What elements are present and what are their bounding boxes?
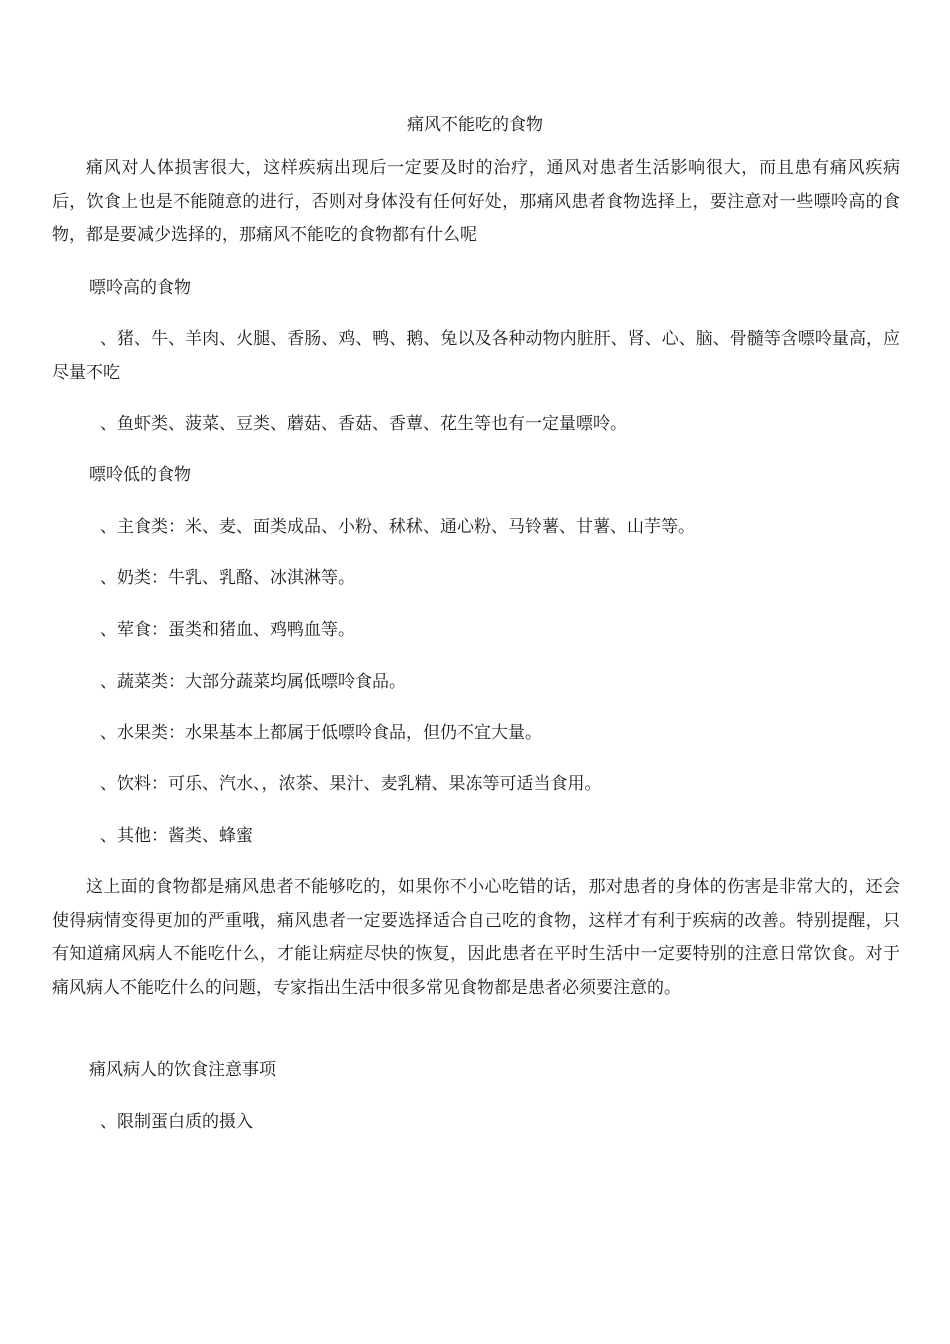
low-purine-item: 、饮料：可乐、汽水、，浓茶、果汁、麦乳精、果冻等可适当食用。: [100, 774, 602, 794]
high-purine-heading: 嘌呤高的食物: [89, 278, 191, 298]
conclusion-paragraph: 这上面的食物都是痛风患者不能够吃的，如果你不小心吃错的话，那对患者的身体的伤害是非常大的，还会使得病情变得更加的严重哦，痛风患者一定要选择适合自己吃的食物，这样才有利于疾病的改善。特别提醒，只有知道痛风病人不能吃什么，才能让病症尽快的恢复，因此患者在平时生活中一定要特别的注意日常饮食。对于痛风病人不能吃什么的问题，专家指出生活中很多常见食物都是患者必须要注意的。: [52, 877, 900, 998]
low-purine-heading: 嘌呤低的食物: [89, 465, 191, 485]
low-purine-item: 、其他：酱类、蜂蜜: [100, 826, 253, 846]
low-purine-item: 、荤食：蛋类和猪血、鸡鸭血等。: [100, 620, 355, 640]
high-purine-item: 、鱼虾类、菠菜、豆类、蘑菇、香菇、香蕈、花生等也有一定量嘌呤。: [100, 414, 627, 434]
document-title: 痛风不能吃的食物: [407, 115, 543, 135]
low-purine-item: 、蔬菜类：大部分蔬菜均属低嘌呤食品。: [100, 672, 406, 692]
high-purine-item: 、猪、牛、羊肉、火腿、香肠、鸡、鸭、鹅、兔以及各种动物内脏肝、肾、心、脑、骨髓等含嘌呤量高，应尽量不吃: [52, 329, 900, 383]
diet-notes-heading: 痛风病人的饮食注意事项: [89, 1060, 276, 1080]
low-purine-item: 、奶类：牛乳、乳酪、冰淇淋等。: [100, 568, 355, 588]
diet-notes-item: 、限制蛋白质的摄入: [100, 1112, 253, 1132]
low-purine-item: 、主食类：米、麦、面类成品、小粉、秫秫、通心粉、马铃薯、甘薯、山芋等。: [100, 517, 695, 537]
low-purine-item: 、水果类：水果基本上都属于低嘌呤食品，但仍不宜大量。: [100, 723, 542, 743]
intro-paragraph: 痛风对人体损害很大，这样疾病出现后一定要及时的治疗，通风对患者生活影响很大，而且患有痛风疾病后，饮食上也是不能随意的进行，否则对身体没有任何好处，那痛风患者食物选择上，要注意对一些嘌呤高的食物，都是要减少选择的，那痛风不能吃的食物都有什么呢: [52, 158, 900, 245]
